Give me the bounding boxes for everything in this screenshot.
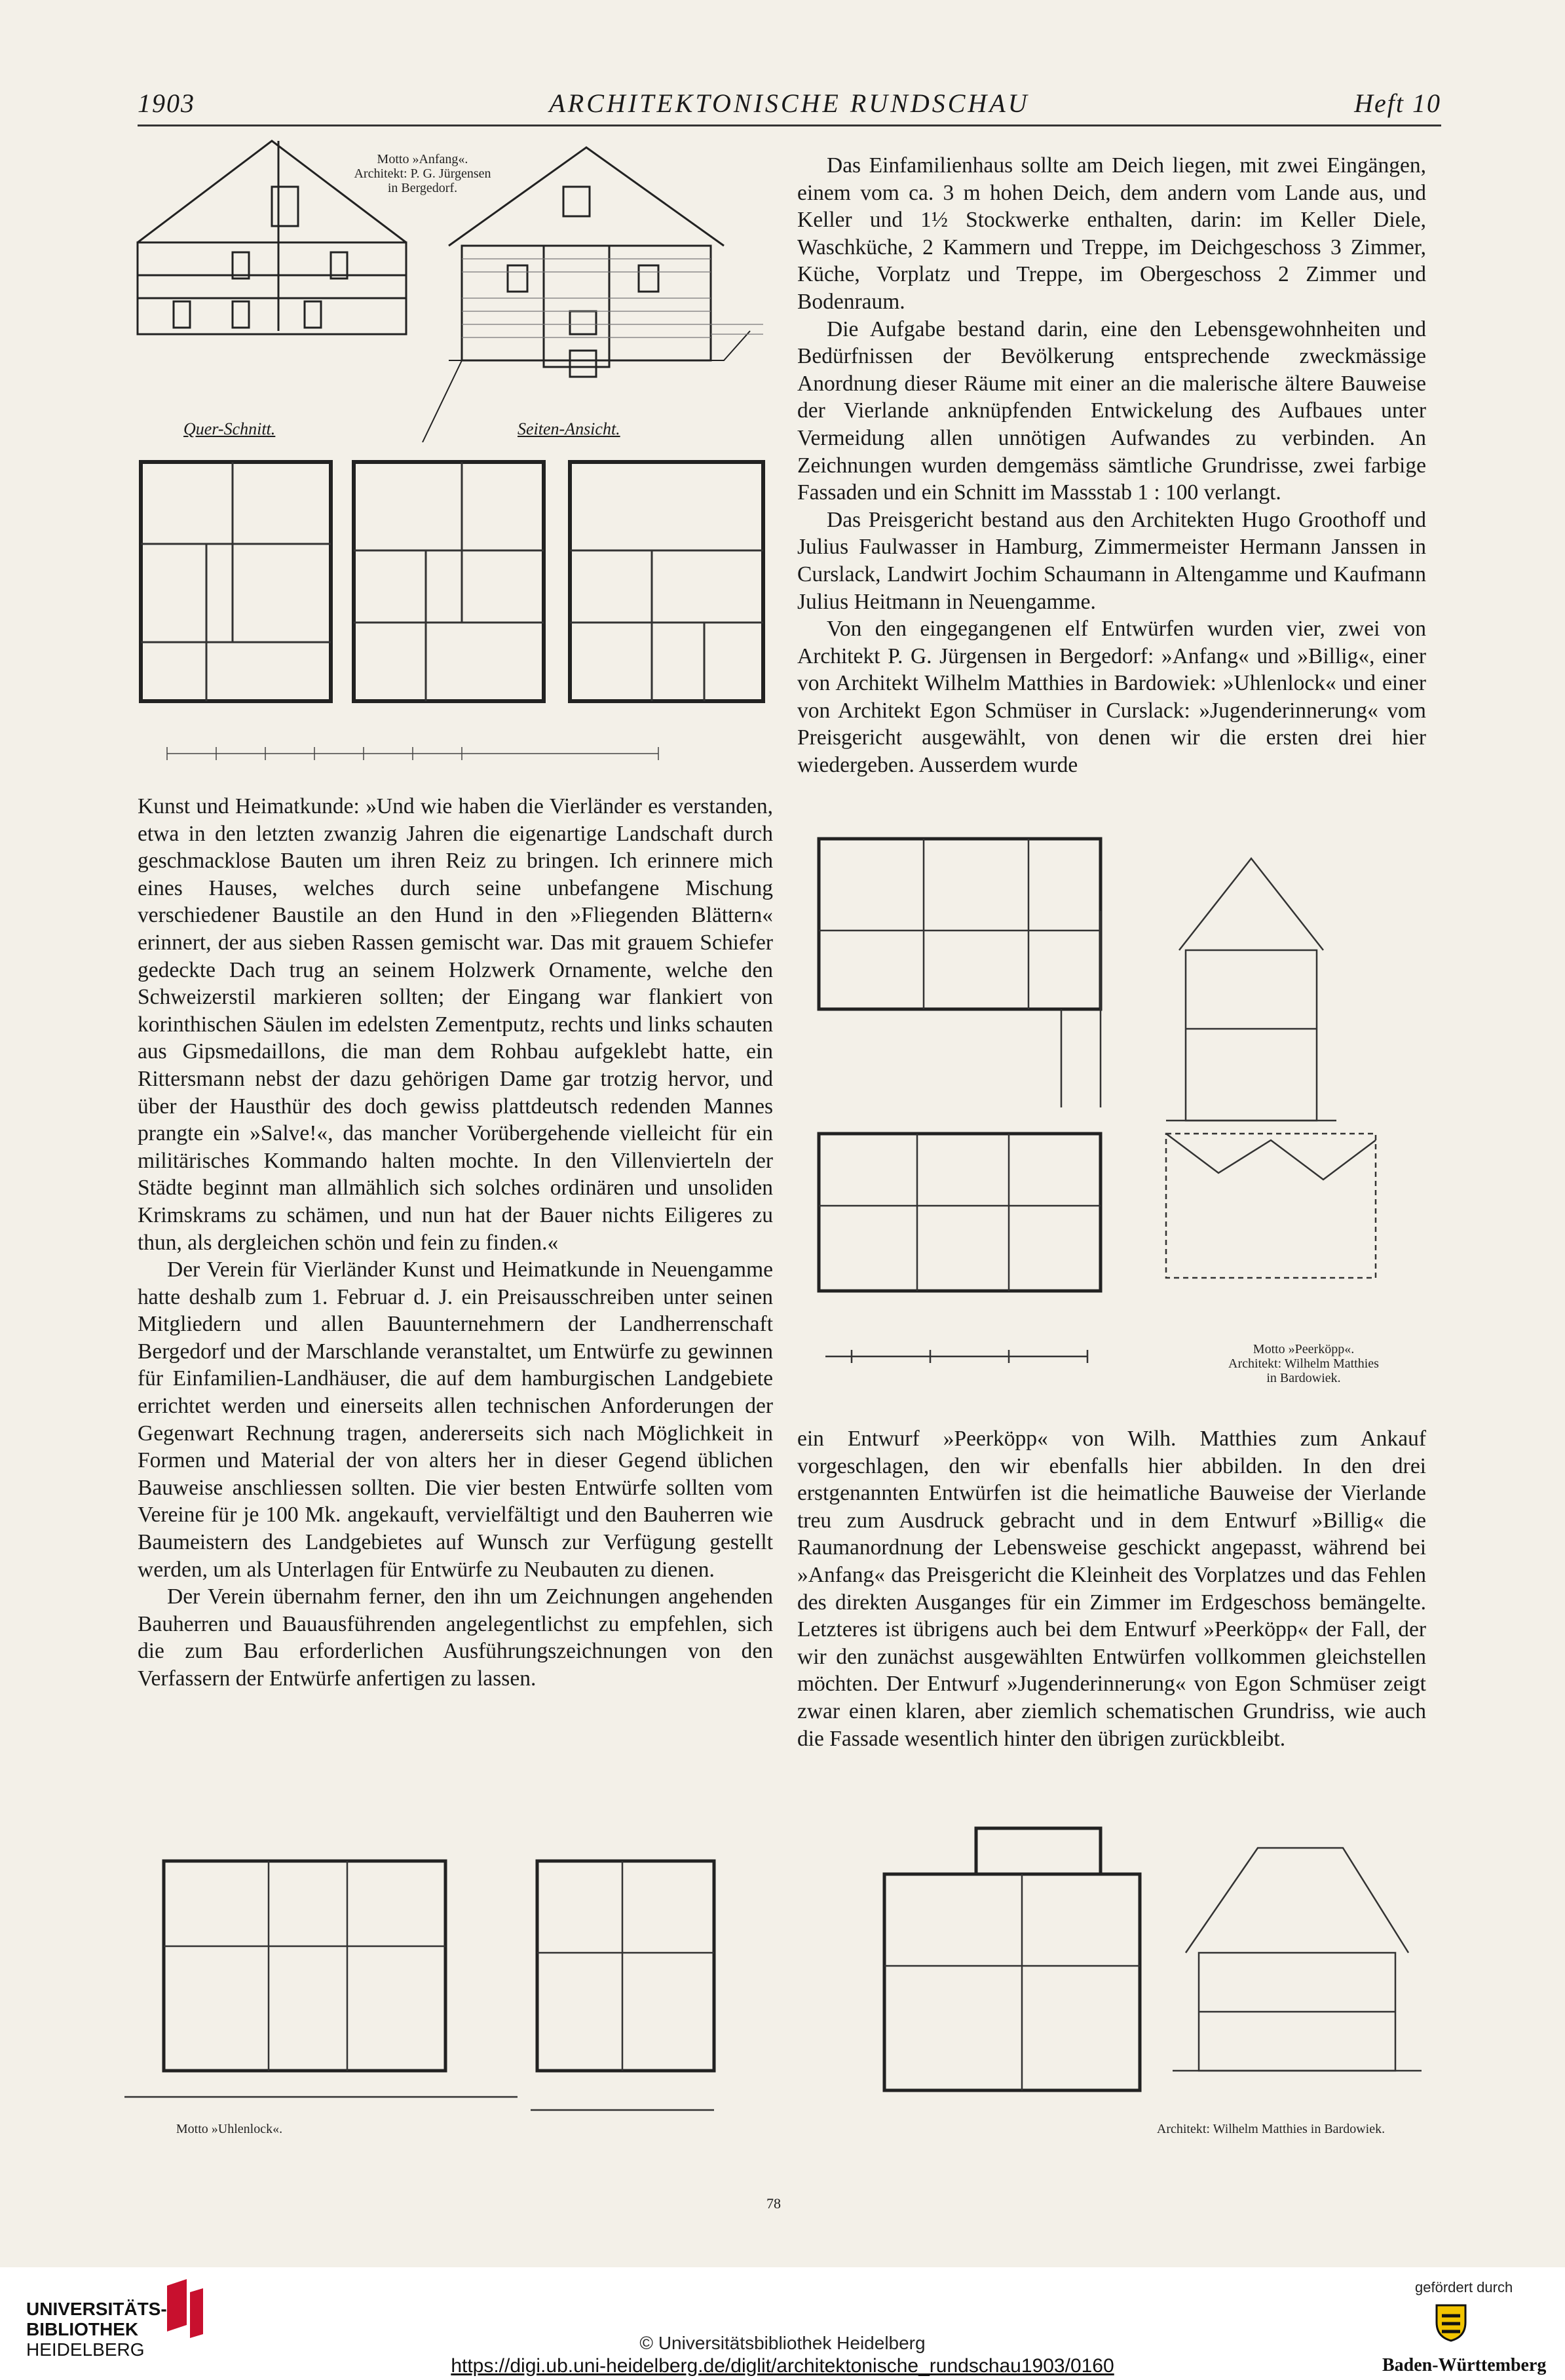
funded-by-label: gefördert durch — [1415, 2279, 1513, 2295]
page-number: 78 — [766, 2195, 781, 2212]
paragraph: Von den eingegangenen elf Entwürfen wurden vier, zwei von Architekt P. G. Jürgensen in Bergedorf: »Anfang« und »Billig«, einer von Architekt Wilhelm Matthies in Bardowiek: »Uhlenlock« und einer von Architekt Egon Schmüser in Curslack: »Jugenderinnerung« vom Preisgericht ausgewählt, von denen wir die ersten drei hier wiedergeben. Ausserdem wurde — [797, 617, 1426, 778]
right-column-top-text — [797, 152, 1426, 779]
copyright-notice: © Universitätsbibliothek Heidelberg — [639, 2333, 926, 2353]
caption-motto-anfang — [314, 152, 531, 195]
header-issue: Heft 10 — [1354, 88, 1441, 118]
paragraph: Der Verein für Vierländer Kunst und Heimatkunde in Neuengamme hatte deshalb zum 1. Februar d. J. ein Preisausschreiben unter seinen Mitgliedern und allen Bauunternehmern der Landherrenschaft Bergedorf und der Marschlande veranstaltet, um Entwürfe zu gewinnen für Einfamilien-Landhäuser, die auf dem hamburgischen Landgebiete errichtet werden und einerseits allen technischen Anforderungen der Gegenwart Rechnung tragen, andererseits sich nach Möglichkeit in Formen und Material der von alters her in dieser Gegend üblichen Bauweise anschliessen sollten. Die vier besten Entwürfe sollten vom Vereine für je 100 Mk. angekauft, vervielfältigt und den Bauherren wie Baumeistern des Landgebietes auf Wunsch zur Verfügung gestellt werden, um als Unterlagen für Entwürfe zu Neubauten zu dienen. — [138, 1257, 773, 1582]
motto-peerkoepp-text: Motto »Peerköpp«. — [1253, 1342, 1355, 1356]
figure-bottom-plans — [124, 1822, 1441, 2149]
right-column-bottom-text — [797, 1425, 1426, 1752]
caption-architect-matthies: Architekt: Wilhelm Matthies in Bardowiek. — [1156, 2122, 1386, 2136]
paragraph: Die Aufgabe bestand darin, eine den Lebensgewohnheiten und Bedürfnissen der Bevölkerung entsprechende zweckmässige Anordnung dieser Räume mit einer an die malerische ältere Bauweise der Vierlande anknüpfenden Entwickelung des Aufbaues unter Vermeidung allen unnötigen Aufwandes zu verbinden. An Zeichnungen wurden demgemäss sämtliche Grundrisse, zwei farbige Fassaden und ein Schnitt im Massstab 1 : 100 verlangt. — [797, 317, 1426, 505]
paragraph: ein Entwurf »Peerköpp« von Wilh. Matthies zum Ankauf vorgeschlagen, den wir ebenfalls hier abbilden. In den drei erstgenannten Entwürfen ist die heimatliche Bauweise der Vierlande treu zum Ausdruck gebracht und in dem Entwurf »Billig« die Raumanordnung der Lebensweise geschickt angepasst, während bei »Anfang« das Preisgericht die Kleinheit des Vorplatzes und das Fehlen des direkten Ausganges für ein Zimmer im Erdgeschoss bemängelte. Letzteres ist übrigens auch bei dem Entwurf »Peerköpp« der Fall, der wir den zunächst ausgewählten Entwürfen vollkommen gleichstellen möchten. Der Entwurf »Jugenderinnerung« von Egon Schmüser zeigt zwar einen klaren, aber ziemlich schematischen Grundriss, wie auch die Fassade wesentlich hinter den übrigen zurückbleibt. — [797, 1427, 1426, 1751]
running-header — [138, 85, 1441, 126]
architect-matthies-place: in Bardowiek. — [1266, 1371, 1341, 1385]
caption-motto-uhlenlock: Motto »Uhlenlock«. — [176, 2122, 283, 2136]
paragraph: Das Preisgericht bestand aus den Architekten Hugo Groothoff und Julius Faulwasser in Hamburg, Zimmermeister Hermann Janssen in Curslack, Landwirt Jochim Schaumann in Altengamme und Kaufmann Julius Heitmann in Neuengamme. — [797, 507, 1426, 614]
paragraph: Das Einfamilienhaus sollte am Deich liegen, mit zwei Eingängen, einem vom ca. 3 m hohen Deich, dem andern vom Lande aus, und Keller und 1½ Stockwerke enthalten, darin: im Keller Diele, Waschküche, 2 Kammern und Treppe, im Deichgeschoss 3 Zimmer, Küche, Vorplatz und Treppe, im Obergeschoss 2 Zimmer und Bodenraum. — [797, 153, 1426, 314]
architect-matthies-text: Architekt: Wilhelm Matthies — [1228, 1356, 1379, 1371]
architect-juergensen-text: Architekt: P. G. Jürgensen — [354, 166, 491, 181]
library-name-line2: BIBLIOTHEK — [26, 2319, 139, 2339]
architect-juergensen-place: in Bergedorf. — [387, 181, 458, 195]
library-name-line3: HEIDELBERG — [26, 2339, 145, 2360]
figure-peerkoepp — [812, 832, 1428, 1376]
funder-name: Baden-Württemberg — [1382, 2355, 1547, 2375]
permalink[interactable]: https://digi.ub.uni-heidelberg.de/diglit/architektonische_rundschau1903/0160 — [451, 2355, 1114, 2377]
library-name-line1: UNIVERSITÄTS- — [26, 2299, 167, 2319]
paragraph: Der Verein übernahm ferner, den ihn um Zeichnungen angehenden Bauherren und Bauausführenden angelegentlichst zu empfehlen, sich die zum Bau erforderlichen Ausführungszeichnungen von den Verfassern der Entwürfe anfertigen zu lassen. — [138, 1584, 773, 1691]
header-title: ARCHITEKTONISCHE RUNDSCHAU — [549, 88, 1030, 118]
figure-anfang-floorplans — [134, 452, 783, 767]
motto-anfang-text: Motto »Anfang«. — [377, 152, 468, 166]
caption-motto-peerkoepp — [1196, 1342, 1412, 1385]
header-year: 1903 — [138, 88, 195, 118]
coat-of-arms-icon — [1431, 2303, 1471, 2342]
paragraph: Kunst und Heimatkunde: »Und wie haben die Vierländer es verstanden, etwa in den letzten zwanzig Jahren die eigenartige Landschaft durch geschmacklose Bauten um ihren Reiz zu bringen. Ich erinnere mich eines Hauses, welches durch seine unbefangene Mischung verschiedener Baustile an den Hund in den »Fliegenden Blättern« erinnert, der aus sieben Rassen gemischt war. Das mit grauem Schiefer gedeckte Dach trug an seinem Holzwerk Ornamente, welche den Schweizerstil markieren sollten; der Eingang war flankiert von korinthischen Säulen im edelsten Zementputz, rechts und links schauten aus Gipsmedaillons, die man dem Rohbau aufgeklebt hatte, ein Rittersmann nebst der dazu gehörigen Dame gar trotzig hervor, und über der Hausthür des doch gewiss plattdeutsch redenden Mannes prangte ein »Salve!«, das mancher Vorübergehende vielleicht für ein militärisches Kommando halten mochte. In den Villenvierteln der Städte beginnt man allmählich sich solches ordinären und unsoliden Krimskrams zu schämen, und nun hat der Bauer nichts Eiligeres zu thun, als dergleichen schön und fein zu finden.« — [138, 794, 773, 1255]
left-column-text — [138, 793, 773, 1693]
caption-seiten-ansicht: Seiten-Ansicht. — [518, 419, 620, 438]
caption-quer-schnitt: Quer-Schnitt. — [183, 419, 276, 438]
library-logo-icon — [160, 2279, 206, 2338]
